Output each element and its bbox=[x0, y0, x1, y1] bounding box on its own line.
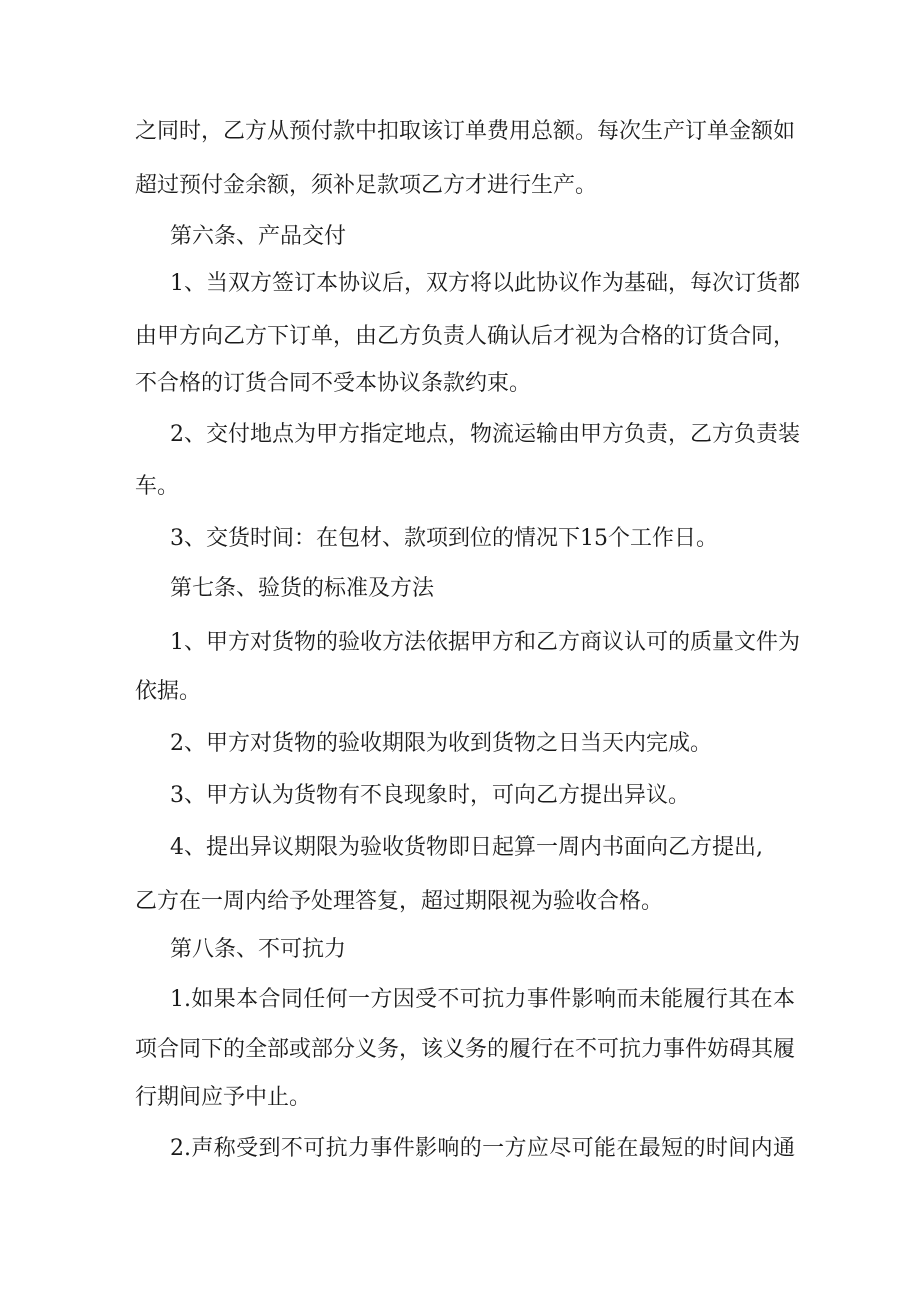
paragraph-line: 2、甲方对货物的验收期限为收到货物之日当天内完成。 bbox=[170, 731, 712, 756]
paragraph-line: 2、交付地点为甲方指定地点，物流运输由甲方负责，乙方负责装 bbox=[170, 422, 800, 447]
paragraph-line: 超过预付金余额，须补足款项乙方才进行生产。 bbox=[135, 173, 598, 198]
section-heading: 第七条、验货的标准及方法 bbox=[170, 576, 435, 601]
paragraph-line: 行期间应予中止。 bbox=[135, 1085, 312, 1110]
paragraph-line: 4、提出异议期限为验收货物即日起算一周内书面向乙方提出, bbox=[170, 835, 763, 860]
paragraph-line: 依据。 bbox=[135, 679, 202, 704]
paragraph-line: 车。 bbox=[135, 474, 180, 499]
paragraph-line: 不合格的订货合同不受本协议条款约束。 bbox=[135, 371, 532, 396]
paragraph-line: 1、当双方签订本协议后，双方将以此协议作为基础，每次订货都 bbox=[170, 271, 800, 296]
paragraph-line: 1.如果本合同任何一方因受不可抗力事件影响而未能履行其在本 bbox=[170, 987, 795, 1012]
section-heading: 第六条、产品交付 bbox=[170, 224, 347, 249]
paragraph-line: 2.声称受到不可抗力事件影响的一方应尽可能在最短的时间内通 bbox=[170, 1136, 795, 1161]
paragraph-line: 由甲方向乙方下订单，由乙方负责人确认后才视为合格的订货合同， bbox=[135, 324, 796, 349]
paragraph-line: 项合同下的全部或部分义务，该义务的履行在不可抗力事件妨碍其履 bbox=[135, 1037, 796, 1062]
paragraph-line: 3、交货时间：在包材、款项到位的情况下15个工作日。 bbox=[170, 526, 718, 551]
paragraph-line: 乙方在一周内给予处理答复，超过期限视为验收合格。 bbox=[135, 889, 664, 914]
paragraph-line: 3、甲方认为货物有不良现象时，可向乙方提出异议。 bbox=[170, 783, 690, 808]
section-heading: 第八条、不可抗力 bbox=[170, 937, 347, 962]
paragraph-line: 之同时，乙方从预付款中扣取该订单费用总额。每次生产订单金额如 bbox=[135, 119, 796, 144]
paragraph-line: 1、甲方对货物的验收方法依据甲方和乙方商议认可的质量文件为 bbox=[170, 630, 800, 655]
